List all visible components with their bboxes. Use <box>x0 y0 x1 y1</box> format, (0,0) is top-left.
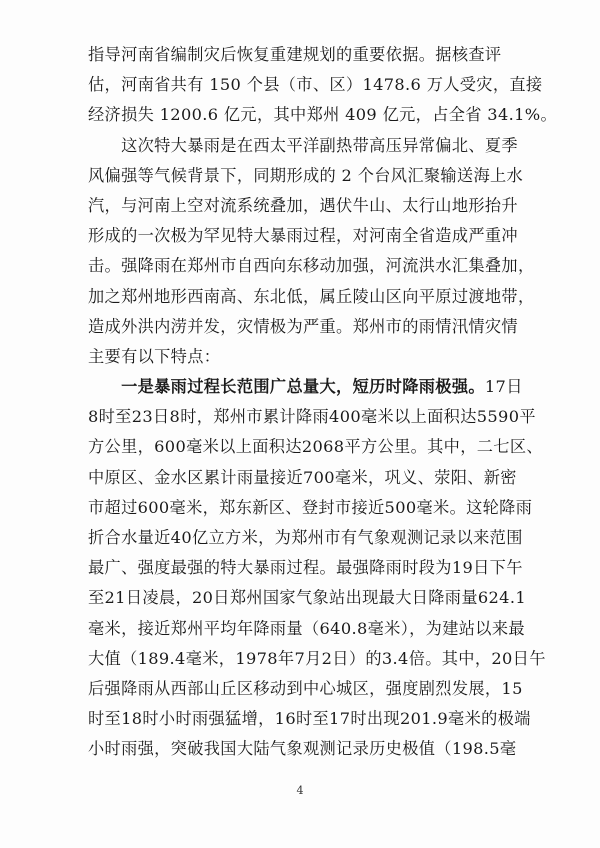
text-line <box>88 100 558 130</box>
line-text: 至21日凌晨，20日郑州国家气象站出现最大日降雨量624.1 <box>88 588 526 608</box>
line-text: 主要有以下特点： <box>88 346 221 366</box>
line-text: 折合水量近40亿立方米，为郑州市有气象观测记录以来范围 <box>88 528 523 547</box>
line-text: 形成的一次极为罕见特大暴雨过程，对河南全省造成严重冲 <box>88 226 518 246</box>
line-text: 市超过600毫米，郑东新区、登封市接近500毫米。这轮降雨 <box>88 497 533 517</box>
text-line <box>88 523 526 553</box>
text-line <box>88 644 546 674</box>
text-line <box>88 191 526 221</box>
line-text: 风偏强等气候背景下，同期形成的 2 个台风汇聚输送海上水 <box>88 165 524 185</box>
text-line <box>88 251 535 281</box>
line-text: 时至18时小时雨强猛增，16时至17时出现201.9毫米的极端 <box>88 709 531 729</box>
text-line <box>88 432 543 462</box>
text-line <box>88 221 526 251</box>
line-text: 指导河南省编制灾后恢复重建规划的重要依据。据核查评 <box>88 45 502 64</box>
line-text: 小时雨强，突破我国大陆气象观测记录历史极值（198.5毫 <box>88 739 517 759</box>
line-text: 经济损失 1200.6 亿元，其中郑州 409 亿元，占全省 34.1%。 <box>88 105 558 125</box>
text-line <box>88 734 526 764</box>
text-line <box>88 161 526 191</box>
text-line <box>88 131 526 161</box>
text-line <box>88 614 526 644</box>
text-line <box>88 674 526 704</box>
text-line <box>88 402 536 432</box>
text-line <box>88 372 526 402</box>
text-line <box>88 493 533 523</box>
line-text: 造成外洪内涝并发，灾情极为严重。郑州市的雨情汛情灾情 <box>88 316 518 336</box>
line-text: 最广、强度最强的特大暴雨过程。最强降雨时段为19日下午 <box>88 558 523 578</box>
text-line <box>88 342 526 372</box>
line-text: 大值（189.4毫米，1978年7月2日）的3.4倍。其中，20日午 <box>88 648 546 668</box>
text-line <box>88 312 526 342</box>
line-text: 毫米，接近郑州平均年降雨量（640.8毫米），为建站以来最 <box>88 618 525 638</box>
page-number: 4 <box>296 784 304 797</box>
text-line <box>88 282 535 312</box>
line-text: 方公里，600毫米以上面积达2068平方公里。其中，二七区、 <box>88 437 543 457</box>
line-text: 17日 <box>484 377 523 397</box>
text-line <box>88 553 526 583</box>
line-text: 后强降雨从西部山丘区移动到中心城区，强度剧烈发展，15 <box>88 678 523 698</box>
text-line <box>88 583 526 613</box>
text-line <box>88 70 543 100</box>
text-line <box>88 463 526 493</box>
line-text: 估，河南省共有 150 个县（市、区）1478.6 万人受灾，直接 <box>88 75 543 95</box>
line-text: 中原区、金水区累计雨量接近700毫米，巩义、荥阳、新密 <box>88 467 517 487</box>
line-text: 这次特大暴雨是在西太平洋副热带高压异常偏北、夏季 <box>88 135 518 155</box>
bold-heading-text: 一是暴雨过程长范围广总量大，短历时降雨极强。 <box>88 377 485 397</box>
line-text: 加之郑州地形西南高、东北低，属丘陵山区向平原过渡地带， <box>88 286 535 306</box>
line-text: 汽，与河南上空对流系统叠加，遇伏牛山、太行山地形抬升 <box>88 195 518 215</box>
line-text: 8时至23日8时，郑州市累计降雨400毫米以上面积达5590平 <box>88 407 536 427</box>
text-line <box>88 40 526 70</box>
text-line <box>88 704 531 734</box>
line-text: 击。强降雨在郑州市自西向东移动加强，河流洪水汇集叠加， <box>88 256 535 276</box>
body-text <box>88 40 558 765</box>
